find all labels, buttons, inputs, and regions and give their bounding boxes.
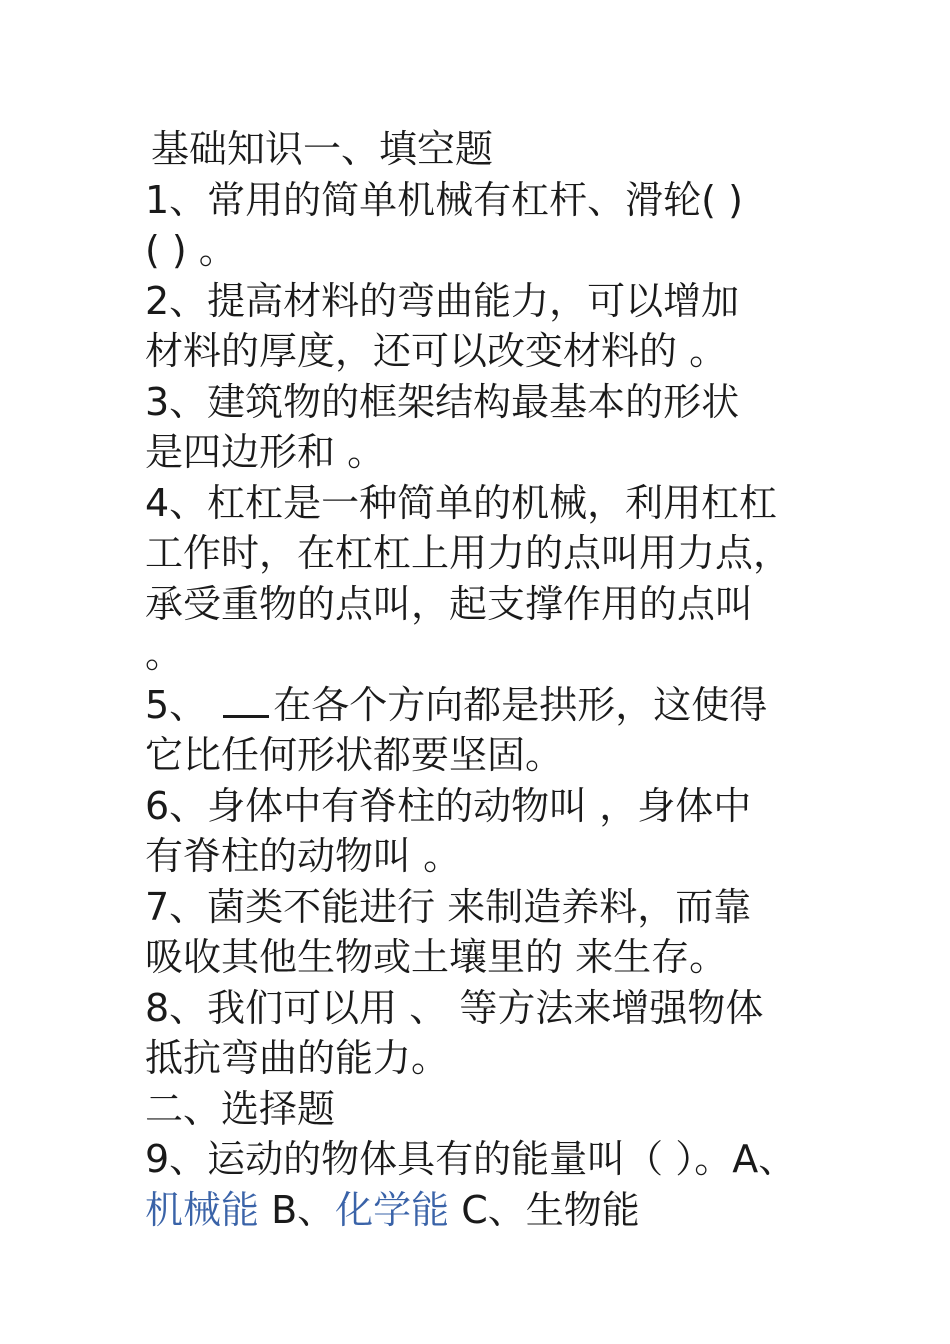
question-5-line-2: 它比任何形状都要坚固。 xyxy=(145,733,564,777)
question-6-line-1: 6、身体中有脊柱的动物叫 ，身体中 xyxy=(145,783,752,828)
option-c: C、生物能 xyxy=(449,1187,640,1232)
question-4-line-4: 。 xyxy=(145,632,184,676)
question-7-line-1: 7、菌类不能进行 来制造养料，而靠 xyxy=(145,884,752,929)
question-5-text: 在各个方向都是拱形，这使得 xyxy=(273,682,768,727)
question-4-line-1: 4、杠杠是一种简单的机械，利用杠杠 xyxy=(145,480,778,525)
section-title: 基础知识一、填空题 xyxy=(151,127,494,171)
question-9-line-1: 9、运动的物体具有的能量叫（ ）。A、 xyxy=(145,1137,797,1181)
question-1-line-2: ( ) 。 xyxy=(145,228,237,272)
question-5-number: 5、 xyxy=(145,682,220,727)
question-2-line-2: 材料的厚度，还可以改变材料的 。 xyxy=(145,329,728,373)
question-5-line-1 xyxy=(145,680,835,731)
section-title-choice: 二、选择题 xyxy=(145,1086,336,1131)
question-8-line-1: 8、我们可以用 、 等方法来增强物体 xyxy=(145,985,764,1030)
option-a-link[interactable]: 机械能 xyxy=(145,1187,260,1232)
question-4-line-3: 承受重物的点叫，起支撑作用的点叫 xyxy=(145,581,754,626)
question-4-line-2: 工作时，在杠杠上用力的点叫用力点， xyxy=(145,531,792,575)
question-2-line-1: 2、提高材料的弯曲能力，可以增加 xyxy=(145,278,740,323)
document-body xyxy=(145,124,835,1235)
option-b-link[interactable]: 化学能 xyxy=(335,1187,450,1232)
question-3-line-1: 3、建筑物的框架结构最基本的形状 xyxy=(145,379,740,424)
answer-blank xyxy=(223,687,269,718)
question-1-line-1: 1、常用的简单机械有杠杆、滑轮( ) xyxy=(145,177,743,222)
question-9-line-2 xyxy=(145,1185,835,1236)
option-b-prefix: B、 xyxy=(259,1187,336,1232)
question-6-line-2: 有脊柱的动物叫 。 xyxy=(145,834,462,878)
question-3-line-2: 是四边形和 。 xyxy=(145,430,386,474)
question-8-line-2: 抵抗弯曲的能力。 xyxy=(145,1036,450,1080)
question-7-line-2: 吸收其他生物或土壤里的 来生存。 xyxy=(145,935,728,979)
